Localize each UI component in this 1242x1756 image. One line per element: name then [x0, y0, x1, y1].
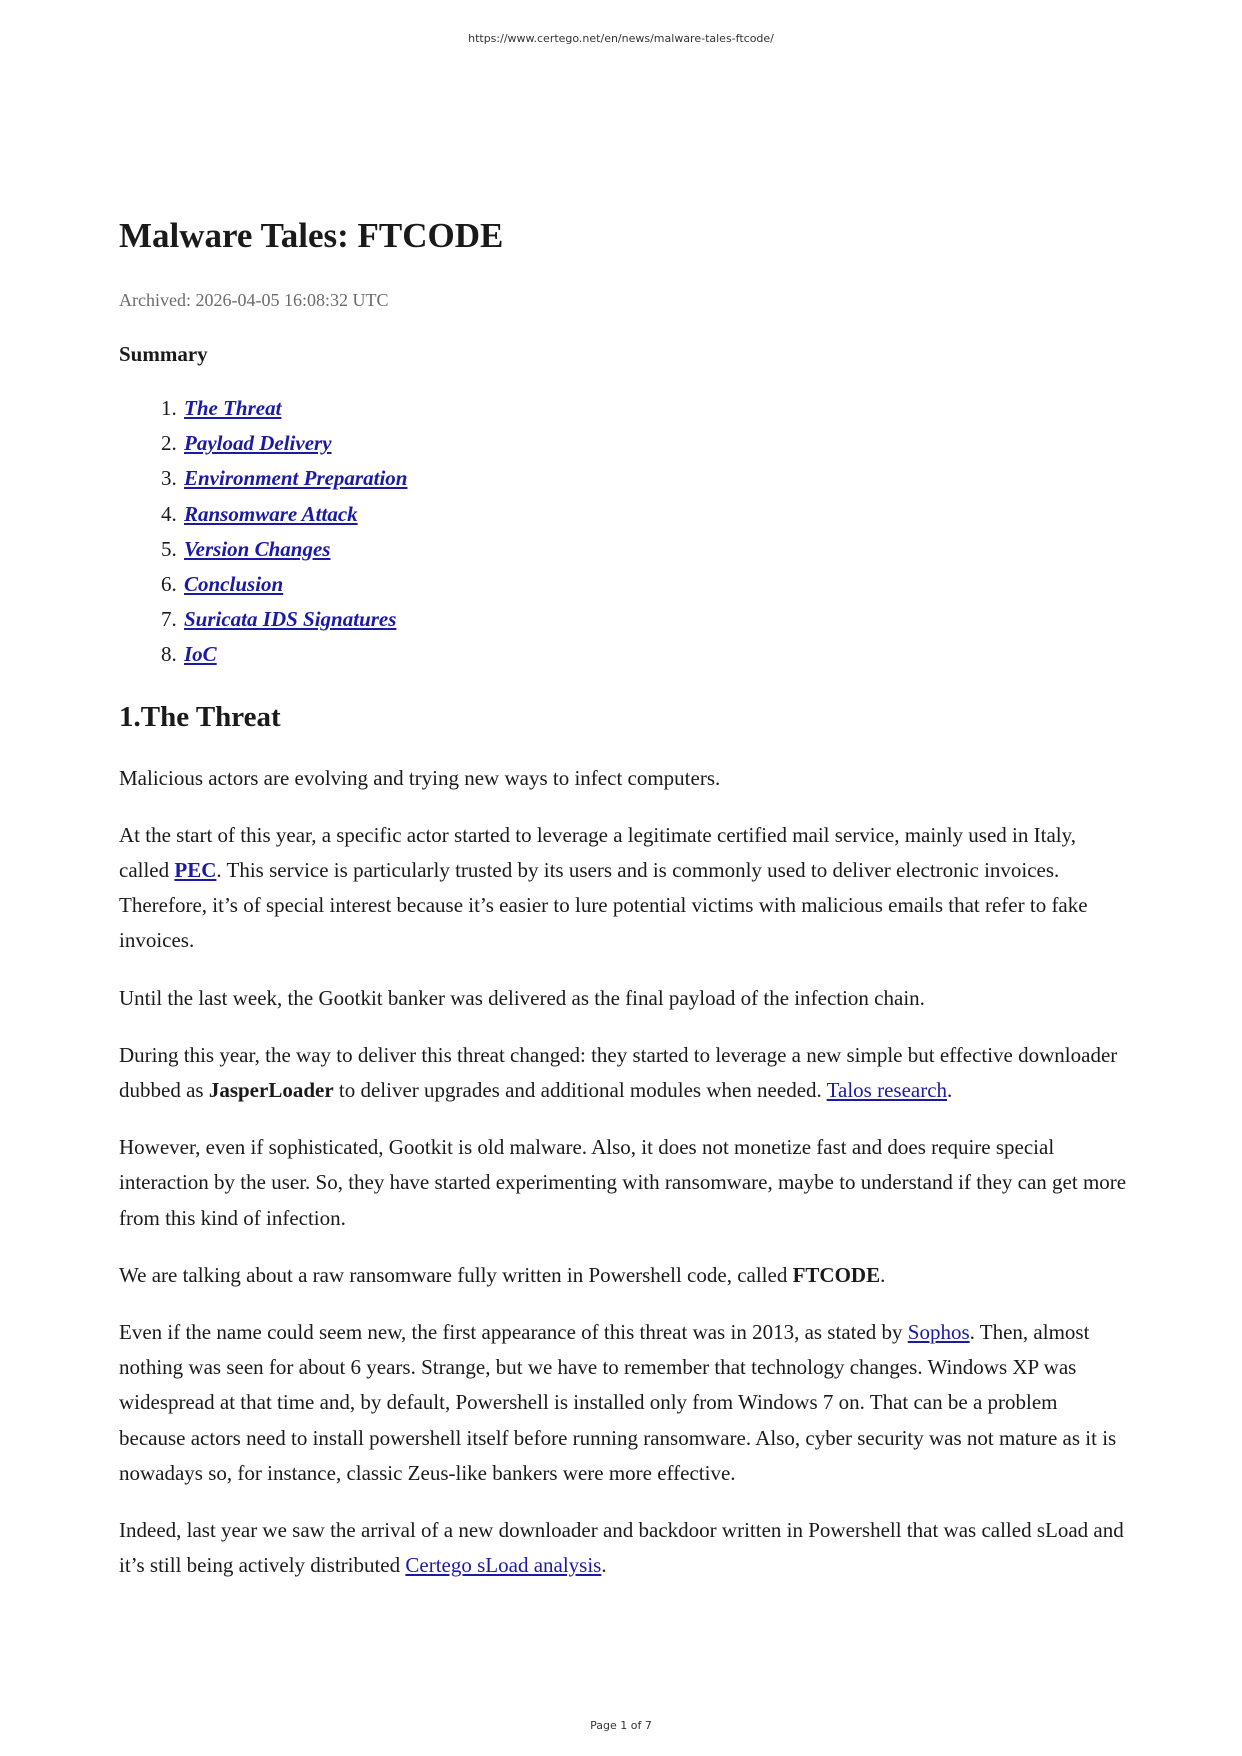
toc-item [182, 602, 1129, 637]
paragraph [119, 1315, 1129, 1491]
toc-item [182, 532, 1129, 567]
toc-link-suricata-ids-signatures[interactable]: Suricata IDS Signatures [184, 607, 397, 632]
toc-item [182, 391, 1129, 426]
toc-item [182, 497, 1129, 532]
paragraph-text: to deliver upgrades and additional modules when needed. [333, 1078, 827, 1103]
paragraph [119, 1513, 1129, 1583]
toc-item [182, 461, 1129, 496]
paragraph-text: We are talking about a raw ransomware fully written in Powershell code, called [119, 1262, 793, 1287]
paragraph [119, 1038, 1129, 1108]
toc-link-payload-delivery[interactable]: Payload Delivery [184, 431, 332, 456]
section-heading-the-threat: 1.The Threat [119, 700, 281, 733]
page-url-header: https://www.certego.net/en/news/malware-tales-ftcode/ [468, 32, 774, 45]
pec-link[interactable]: PEC [174, 858, 217, 883]
toc-item [182, 637, 1129, 672]
certego-sload-analysis-link[interactable]: Certego sLoad analysis [405, 1553, 602, 1578]
toc-item [182, 567, 1129, 602]
sophos-link[interactable]: Sophos [907, 1320, 970, 1345]
paragraph-text: . [947, 1078, 953, 1103]
bold-term-ftcode: FTCODE [792, 1262, 881, 1287]
paragraph-text: . [880, 1262, 886, 1287]
page-number-footer: Page 1 of 7 [590, 1719, 652, 1732]
paragraph-text: . Then, almost nothing was seen for about 6 years. Strange, but we have to remember that technology changes. Windows XP was widespread at that time and, by default, Powershell is installed only from Windows 7 on. That can be a problem because actors need to install powershell itself before running ransomware. Also, cyber security was not mature as it is nowadays so, for instance, classic Zeus-like bankers were more effective. [119, 1320, 1117, 1485]
toc-link-conclusion[interactable]: Conclusion [184, 572, 284, 597]
toc-link-ioc[interactable]: IoC [184, 642, 217, 667]
toc-link-environment-preparation[interactable]: Environment Preparation [184, 466, 408, 491]
archived-timestamp: Archived: 2026-04-05 16:08:32 UTC [119, 290, 389, 310]
article-content [119, 212, 1129, 1583]
article-title: Malware Tales: FTCODE [119, 216, 504, 255]
table-of-contents [119, 391, 1129, 673]
paragraph: Malicious actors are evolving and trying new ways to infect computers. [119, 765, 721, 790]
toc-link-ransomware-attack[interactable]: Ransomware Attack [184, 501, 358, 526]
toc-link-the-threat[interactable]: The Threat [184, 396, 282, 420]
talos-research-link[interactable]: Talos research [826, 1078, 948, 1103]
paragraph-text: During this year, the way to deliver this threat changed: they started to leverage a new simple but effective downloader dubbed as [119, 1042, 1118, 1103]
bold-term-jasperloader: JasperLoader [208, 1078, 334, 1103]
paragraph-text: Indeed, last year we saw the arrival of a new downloader and backdoor written in Powershell that was called sLoad and it’s still being actively distributed [119, 1518, 1124, 1578]
summary-heading: Summary [119, 342, 208, 366]
paragraph-text: Even if the name could seem new, the first appearance of this threat was in 2013, as stated by [119, 1320, 908, 1345]
paragraph-text: At the start of this year, a specific actor started to leverage a legitimate certified mail service, mainly used in Italy, called [119, 822, 1076, 883]
toc-item [182, 426, 1129, 461]
paragraph: However, even if sophisticated, Gootkit is old malware. Also, it does not monetize fast and does require special interaction by the user. So, they have started experimenting with ransomware, maybe to understand if they can get more from this kind of infection. [119, 1135, 1127, 1230]
paragraph-text: . [601, 1553, 607, 1578]
paragraph: Until the last week, the Gootkit banker was delivered as the final payload of the infection chain. [119, 985, 925, 1010]
paragraph-text: . This service is particularly trusted by its users and is commonly used to deliver electronic invoices. Therefore, it’s of special interest because it’s easier to lure potential victims with malicious emails that refer to fake invoices. [119, 858, 1088, 953]
toc-link-version-changes[interactable]: Version Changes [184, 536, 331, 561]
paragraph [119, 818, 1129, 959]
paragraph [119, 1258, 1129, 1293]
